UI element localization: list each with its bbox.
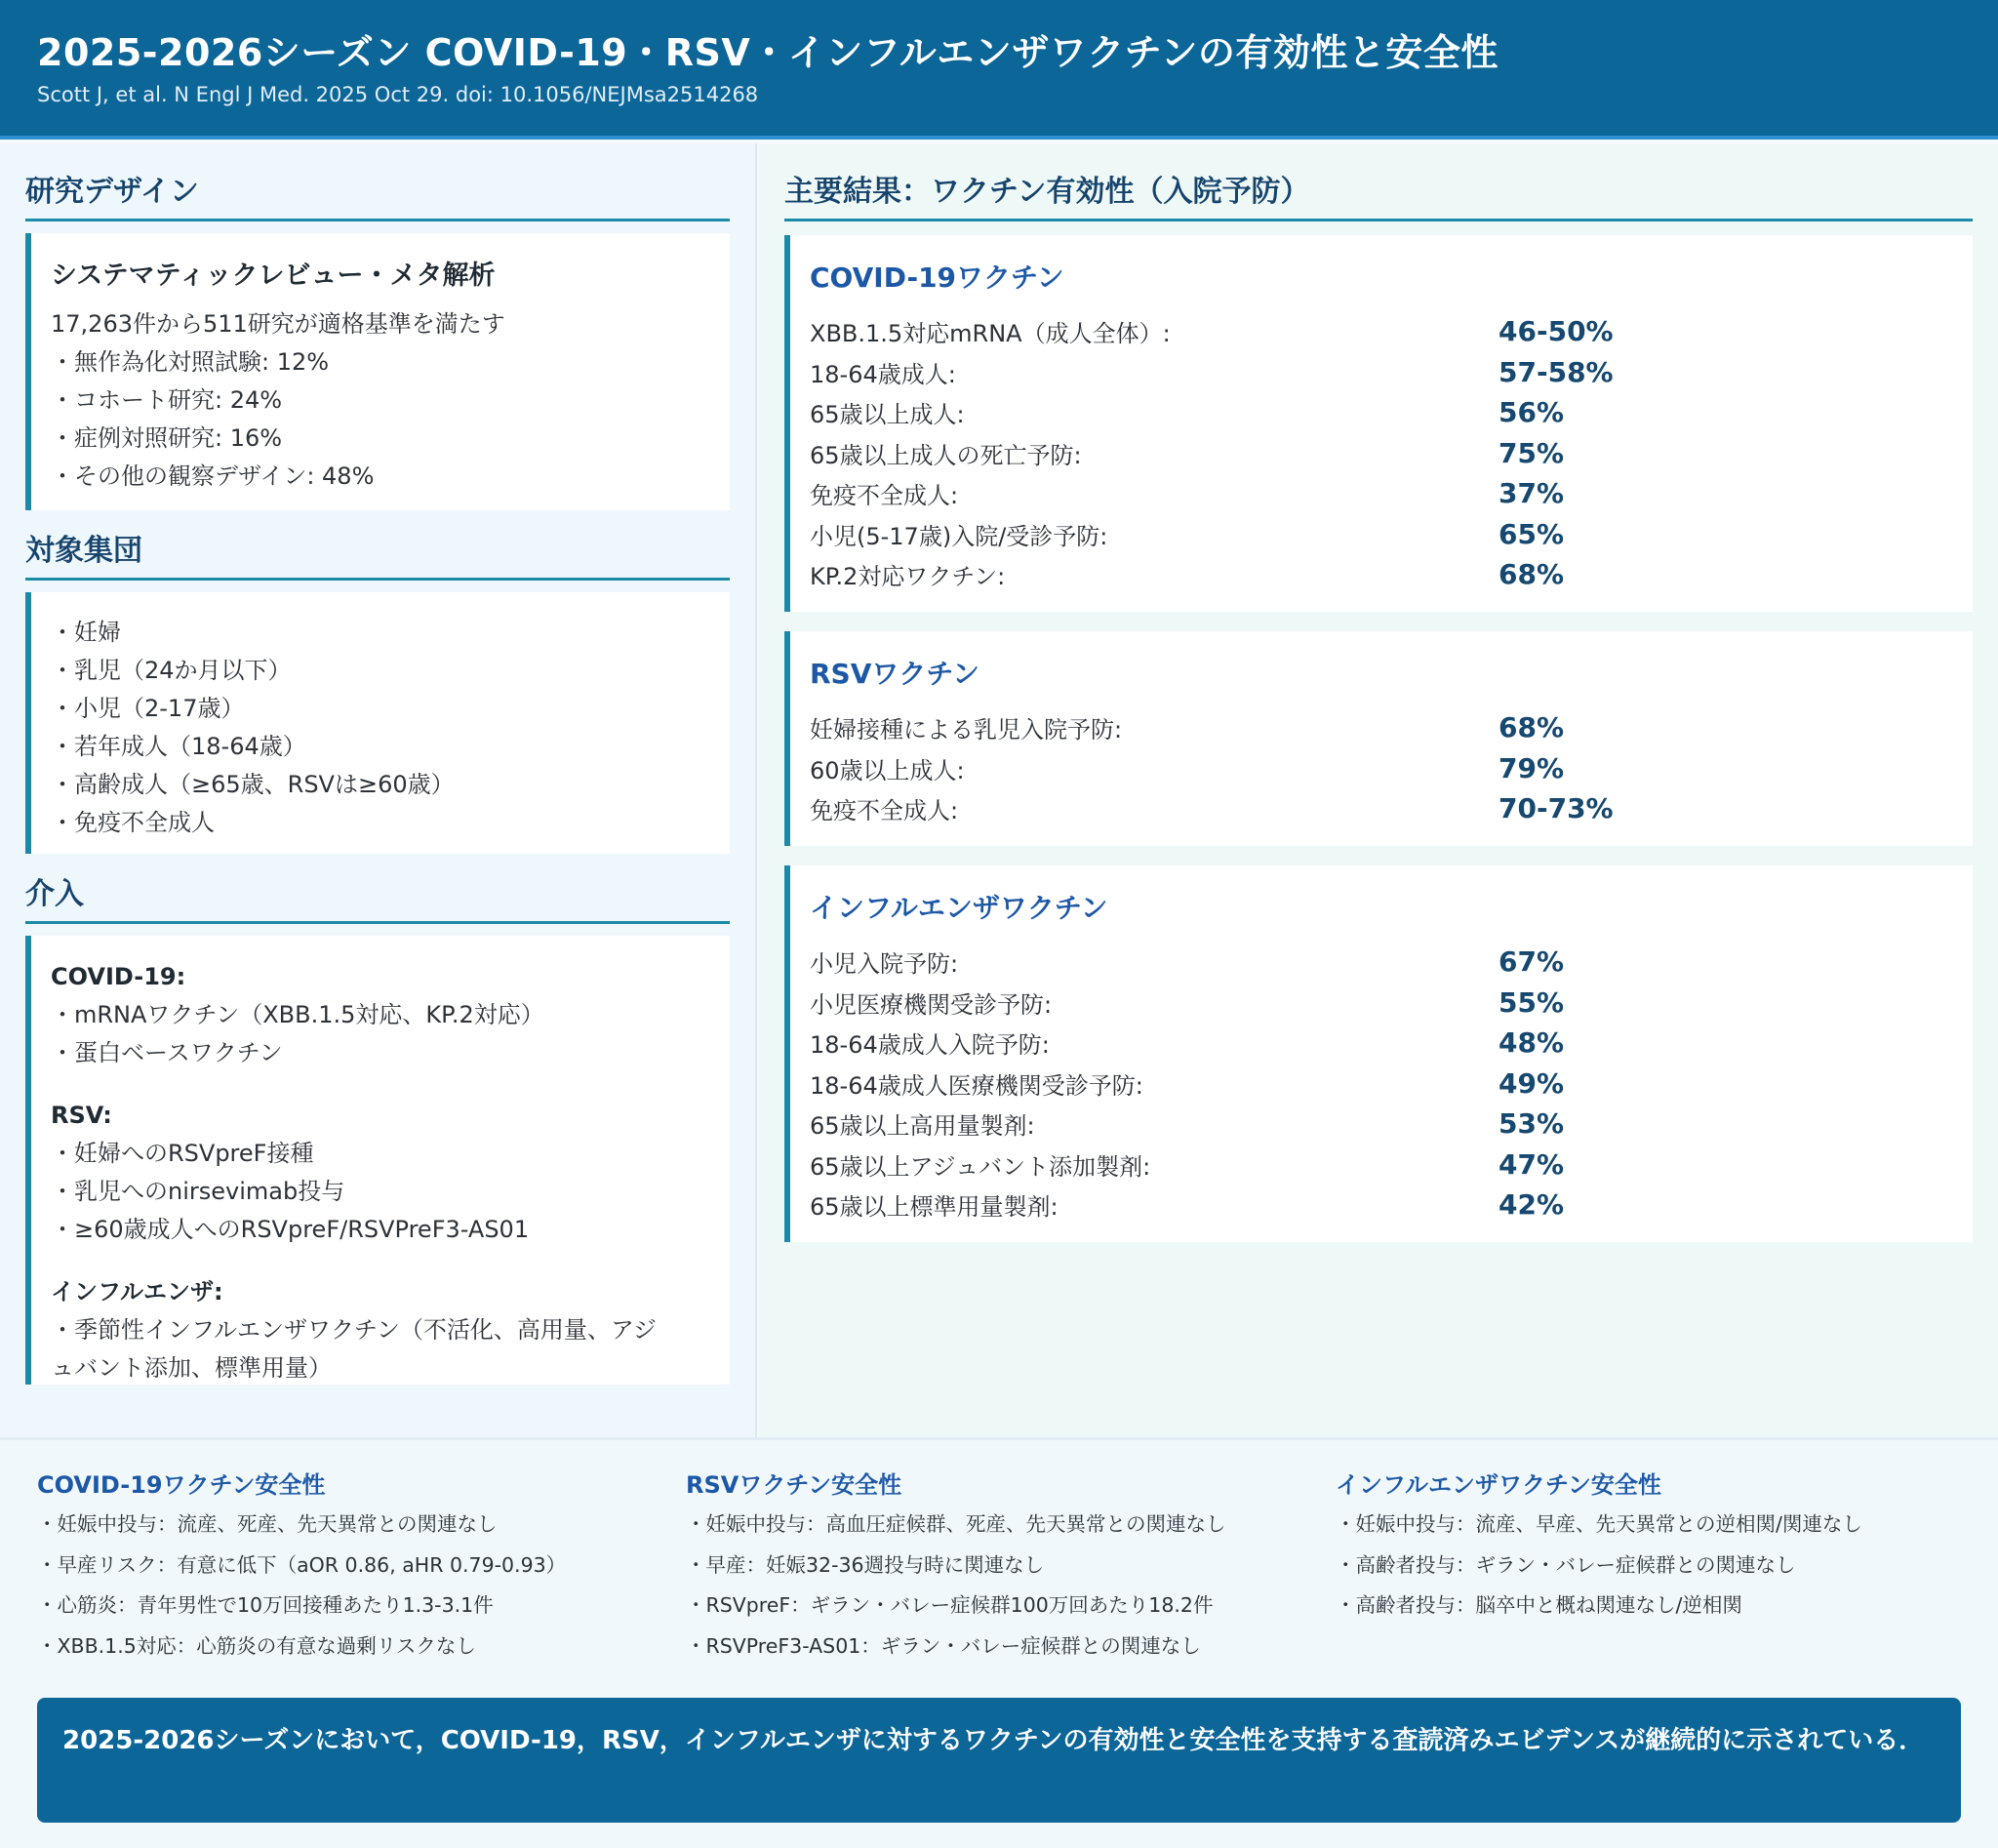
intervention-item: ・妊婦へのRSVpreF接種: [51, 1140, 314, 1167]
design-card-title: システマティックレビュー・メタ解析: [51, 261, 496, 291]
safety-item: ・妊娠中投与：流産、死産、先天異常との関連なし: [37, 1512, 498, 1536]
result-value: 79%: [1498, 751, 1565, 784]
result-label: 65歳以上成人:: [810, 401, 965, 429]
safety-item: ・高齢者投与：ギラン・バレー症候群との関連なし: [1336, 1552, 1796, 1577]
population-item: ・若年成人（18-64歳）: [51, 733, 306, 760]
population-item: ・小児（2-17歳）: [51, 695, 245, 722]
result-value: 65%: [1498, 517, 1565, 550]
result-label: 65歳以上成人の死亡予防:: [810, 441, 1082, 469]
result-row: [810, 473, 1953, 514]
design-line: 17,263件から511研究が適格基準を満たす: [51, 310, 505, 338]
result-row: [810, 433, 1953, 474]
safety-item: ・XBB.1.5対応：心筋炎の有意な過剰リスクなし: [37, 1633, 476, 1658]
result-row: [810, 392, 1953, 433]
safety-item: ・高齢者投与：脳卒中と概ね関連なし/逆相関: [1336, 1593, 1742, 1617]
result-label: 免疫不全成人:: [810, 482, 959, 510]
covid-safety-column: [37, 1466, 661, 1667]
result-value: 37%: [1498, 477, 1565, 510]
flu-results-card: [784, 865, 1973, 1242]
safety-item: ・RSVpreF：ギラン・バレー症候群100万回あたり18.2件: [686, 1593, 1214, 1617]
citation: Scott J, et al. N Engl J Med. 2025 Oct 29. doi: 10.1056/NEJMsa2514268: [37, 83, 759, 106]
result-value: 56%: [1498, 396, 1565, 429]
result-label: 65歳以上標準用量製剤:: [810, 1193, 1059, 1222]
result-row: [810, 514, 1953, 555]
result-label: 65歳以上アジュバント添加製剤:: [810, 1152, 1151, 1181]
result-value: 75%: [1498, 436, 1565, 469]
safety-item: ・早産リスク：有意に低下（aOR 0.86, aHR 0.79-0.93）: [37, 1552, 567, 1577]
covid-results-card: [784, 235, 1973, 612]
intervention-rsv-label: RSV:: [51, 1102, 112, 1129]
result-value: 68%: [1498, 711, 1565, 744]
result-value: 48%: [1498, 1026, 1565, 1060]
result-row: [810, 1023, 1953, 1064]
result-label: 18-64歳成人入院予防:: [810, 1031, 1050, 1060]
result-label: 小児入院予防:: [810, 950, 959, 979]
result-row: [810, 748, 1953, 789]
result-row: [810, 311, 1953, 352]
result-row: [810, 352, 1953, 393]
result-label: 小児(5-17歳)入院/受診予防:: [810, 522, 1108, 550]
safety-item: ・心筋炎：青年男性で10万回接種あたり1.3-3.1件: [37, 1593, 494, 1617]
result-value: 47%: [1498, 1147, 1565, 1181]
result-label: 18-64歳成人医療機関受診予防:: [810, 1071, 1143, 1100]
intervention-covid-label: COVID-19:: [51, 963, 186, 990]
result-value: 55%: [1498, 985, 1565, 1019]
result-value: 70-73%: [1498, 792, 1614, 825]
flu-safety-column: [1336, 1466, 1960, 1627]
result-value: 49%: [1498, 1066, 1565, 1100]
intervention-flu-label: インフルエンザ:: [51, 1278, 223, 1306]
rsv-results-card: [784, 631, 1973, 846]
safety-item: ・妊娠中投与：流産、早産、先天異常との逆相関/関連なし: [1336, 1512, 1862, 1536]
covid-safety-title: COVID-19ワクチン安全性: [37, 1471, 326, 1499]
intervention-item: ・mRNAワクチン（XBB.1.5対応、KP.2対応）: [51, 1001, 544, 1028]
result-label: XBB.1.5対応mRNA（成人全体）:: [810, 320, 1171, 348]
design-line: ・症例対照研究: 16%: [51, 424, 283, 452]
result-value: 42%: [1498, 1188, 1565, 1222]
page-title: 2025-2026シーズン COVID-19・RSV・インフルエンザワクチンの有効性と安全性: [37, 31, 1498, 74]
left-column: [0, 143, 757, 1437]
population-item: ・妊婦: [51, 619, 121, 646]
intervention-item: ュバント添加、標準用量）: [51, 1354, 332, 1382]
result-row: [810, 707, 1953, 748]
result-row: [810, 788, 1953, 829]
result-row: [810, 554, 1953, 595]
intervention-item: ・季節性インフルエンザワクチン（不活化、高用量、アジ: [51, 1316, 657, 1344]
result-label: 小児医療機関受診予防:: [810, 990, 1053, 1019]
rsv-safety-column: [686, 1466, 1310, 1667]
rsv-safety-title: RSVワクチン安全性: [686, 1471, 902, 1499]
intervention-section-title: 介入: [25, 873, 730, 924]
conclusion-banner: 2025-2026シーズンにおいて，COVID-19，RSV，インフルエンザに対するワクチンの有効性と安全性を支持する査読済みエビデンスが継続的に示されている．: [37, 1698, 1961, 1823]
rsv-results-title: RSVワクチン: [810, 658, 979, 690]
population-item: ・免疫不全成人: [51, 809, 215, 836]
safety-item: ・早産：妊娠32-36週投与時に関連なし: [686, 1552, 1045, 1577]
result-row: [810, 983, 1953, 1024]
design-line: ・無作為化対照試験: 12%: [51, 348, 330, 376]
population-section-title: 対象集団: [25, 530, 730, 581]
design-card: [25, 233, 730, 510]
flu-results-title: インフルエンザワクチン: [810, 892, 1108, 924]
result-label: 60歳以上成人:: [810, 756, 965, 784]
result-value: 53%: [1498, 1107, 1565, 1141]
safety-item: ・RSVPreF3-AS01：ギラン・バレー症候群との関連なし: [686, 1633, 1201, 1658]
intervention-item: ・蛋白ベースワクチン: [51, 1039, 283, 1066]
result-row: [810, 942, 1953, 983]
result-label: 18-64歳成人:: [810, 360, 956, 388]
intervention-item: ・乳児へのnirsevimab投与: [51, 1178, 345, 1205]
intervention-item: ・≥60歳成人へのRSVpreF/RSVPreF3-AS01: [51, 1216, 530, 1243]
design-line: ・その他の観察デザイン: 48%: [51, 462, 375, 490]
design-line: ・コホート研究: 24%: [51, 386, 283, 414]
result-value: 57-58%: [1498, 355, 1614, 388]
result-row: [810, 1064, 1953, 1105]
result-label: 妊婦接種による乳児入院予防:: [810, 716, 1123, 744]
result-value: 68%: [1498, 558, 1565, 591]
population-item: ・乳児（24か月以下）: [51, 657, 292, 684]
intervention-card: [25, 936, 730, 1385]
result-label: 免疫不全成人:: [810, 797, 959, 825]
result-row: [810, 1145, 1953, 1185]
population-item: ・高齢成人（≥65歳、RSVは≥60歳）: [51, 771, 455, 798]
result-label: KP.2対応ワクチン:: [810, 563, 1006, 591]
covid-results-title: COVID-19ワクチン: [810, 261, 1064, 294]
results-section-title: 主要結果：ワクチン有効性（入院予防）: [784, 171, 1973, 221]
flu-safety-title: インフルエンザワクチン安全性: [1336, 1471, 1661, 1499]
page-header: [0, 0, 1998, 140]
result-label: 65歳以上高用量製剤:: [810, 1112, 1035, 1141]
result-value: 67%: [1498, 945, 1565, 979]
result-value: 46-50%: [1498, 315, 1614, 348]
design-section-title: 研究デザイン: [25, 171, 730, 221]
safety-item: ・妊娠中投与：高血圧症候群、死産、先天異常との関連なし: [686, 1512, 1226, 1536]
population-card: [25, 592, 730, 854]
result-row: [810, 1185, 1953, 1225]
right-column: [759, 143, 1998, 1437]
result-row: [810, 1104, 1953, 1145]
